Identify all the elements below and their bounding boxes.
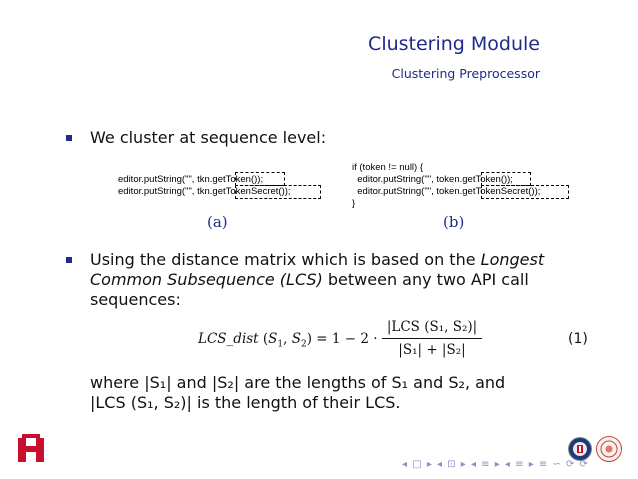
university-logo-icon <box>18 434 44 464</box>
code-line: } <box>352 198 356 209</box>
edinburgh-crest-icon <box>568 437 592 461</box>
caption-a: (a) <box>207 213 228 231</box>
equation-denominator: |S₁| + |S₂| <box>398 342 466 358</box>
seal-icon <box>596 436 622 462</box>
highlight-box <box>235 172 285 186</box>
highlight-box <box>235 185 321 199</box>
code-line: editor.putString("", token.getToken()); <box>352 174 513 185</box>
highlighted-call: getToken <box>462 174 501 185</box>
bullet-text: We cluster at sequence level: <box>90 128 327 147</box>
equation-lhs: LCS_dist ($S_1$, $S_2) = 1 - 2$ · <box>198 331 378 350</box>
bullet-text: Using the distance matrix which is based on the Longest Common Subsequence (LCS) between any two API call sequences: <box>90 250 545 309</box>
bullet-marker <box>66 135 72 141</box>
slide-subtitle: Clustering Preprocessor <box>391 66 540 81</box>
highlighted-call: getToken <box>212 174 251 185</box>
code-line: editor.putString("", tkn.getToken()); <box>118 174 264 185</box>
highlighted-call: getTokenSecret <box>462 186 529 197</box>
highlight-box <box>481 172 531 186</box>
bullet-marker <box>66 257 72 263</box>
highlight-box <box>481 185 569 199</box>
equation-number: (1) <box>568 331 588 347</box>
where-text: where |S₁| and |S₂| are the lengths of S₁ and S₂, and |LCS (S₁, S₂)| is the length of their LCS. <box>90 373 506 412</box>
caption-b: (b) <box>443 213 465 231</box>
highlighted-call: getTokenSecret <box>212 186 279 197</box>
code-line: editor.putString("", token.getTokenSecret()); <box>352 186 541 197</box>
code-line: if (token != null) { <box>352 162 424 173</box>
equation-numerator: |LCS (S₁, S₂)| <box>386 319 478 335</box>
slide-title: Clustering Module <box>368 33 540 55</box>
fraction-line <box>382 338 482 339</box>
beamer-navigation[interactable]: ◂ □ ▸ ◂ ⊡ ▸ ◂ ≡ ▸ ◂ ≡ ▸ ≡ ∽ ⟳ ⟳ <box>402 459 589 470</box>
code-line: editor.putString("", tkn.getTokenSecret()); <box>118 186 291 197</box>
